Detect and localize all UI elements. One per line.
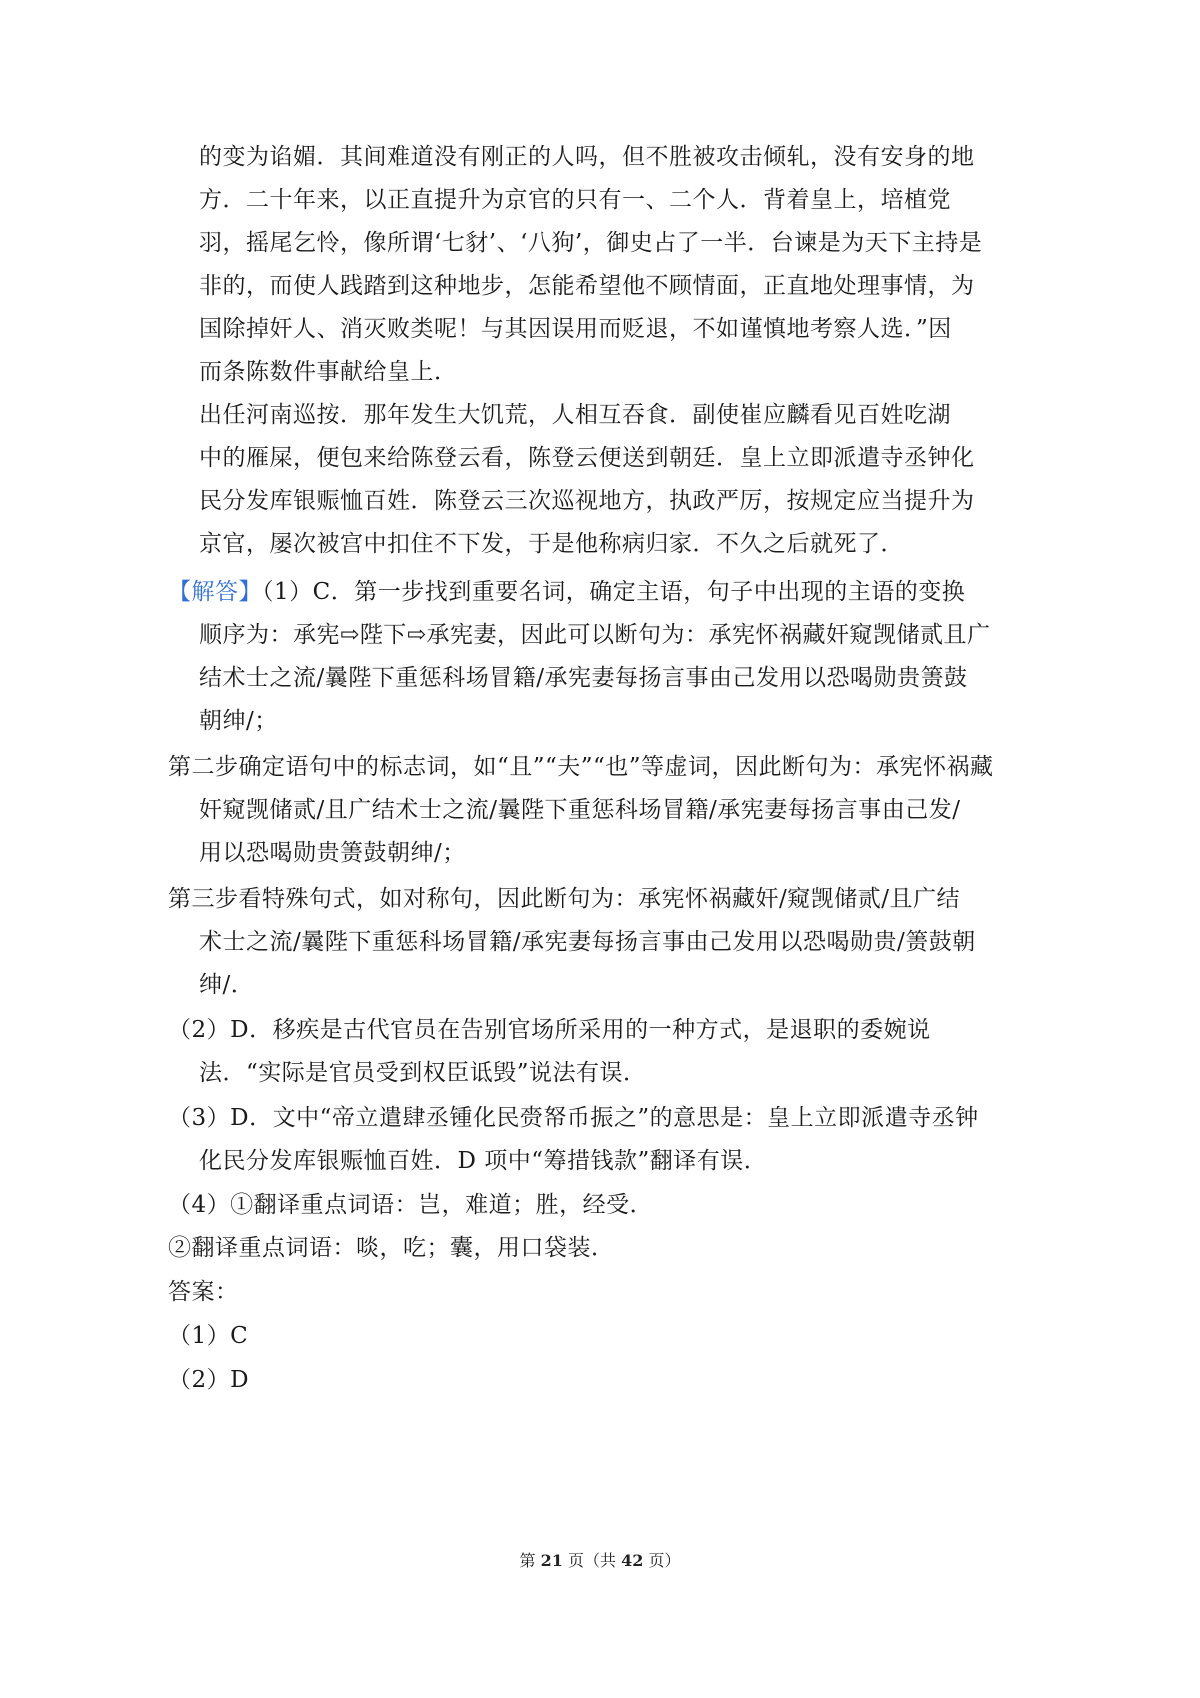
answer-step2-line: 用以恐喝勋贵箦鼓朝绅/；: [199, 840, 466, 866]
translation-line: 非的，而使人践踏到这种地步，怎能希望他不顾情面，正直地处理事情，为: [199, 273, 975, 299]
answer-step3-line: 术士之流/曩陛下重惩科场冒籍/承宪妻每扬言事由己发用以恐喝勋贵/箦鼓朝: [199, 929, 976, 955]
answer-step2-line: 第二步确定语句中的标志词，如“且”“夫”“也”等虚词，因此断句为：承宪怀祸藏: [168, 754, 994, 780]
answer-q2-line: 法．“实际是官员受到权臣诋毁”说法有误．: [199, 1060, 647, 1086]
translation-line: 国除掉奸人、消灭败类呢！与其因误用而贬退，不如谨慎地考察人选．”因: [199, 316, 952, 342]
answer-key-item: （2）D: [168, 1367, 250, 1393]
answer-step3-line: 第三步看特殊句式，如对称句，因此断句为：承宪怀祸藏奸/窥觊储贰/且广结: [168, 886, 960, 912]
translation-line: 羽，摇尾乞怜，像所谓‘七豺’、‘八狗’，御史占了一半．台谏是为天下主持是: [199, 230, 983, 256]
answer-q4-line: （4）①翻译重点词语：岂，难道；胜，经受．: [168, 1192, 654, 1218]
answer-q1-line: 结术士之流/曩陛下重惩科场冒籍/承宪妻每扬言事由己发用以恐喝勋贵箦鼓: [199, 665, 968, 691]
footer-suffix: 页）: [643, 1551, 681, 1570]
translation-line: 中的雁屎，便包来给陈登云看，陈登云便送到朝廷．皇上立即派遣寺丞钟化: [199, 445, 975, 471]
footer-page-number: 21: [540, 1551, 563, 1570]
answer-q3-line: 化民分发库银赈恤百姓．D 项中“筹措钱款”翻译有误．: [199, 1148, 768, 1174]
answer-q1-line: [168, 576, 965, 608]
answer-step3-line: 绅/．: [199, 972, 255, 998]
answer-label: 【解答】: [168, 579, 262, 605]
answer-key-item: （1）C: [168, 1323, 249, 1349]
footer-prefix: 第: [519, 1551, 541, 1570]
answer-q4-line: ②翻译重点词语：啖，吃；囊，用口袋装．: [168, 1235, 615, 1261]
footer-middle: 页（共: [562, 1551, 622, 1570]
translation-line: 而条陈数件事献给皇上．: [199, 359, 458, 385]
answer-key-label: 答案：: [168, 1279, 239, 1305]
answer-q2-line: （2）D．移疾是古代官员在告别官场所采用的一种方式，是退职的委婉说: [168, 1017, 931, 1043]
page-footer: [0, 1550, 1200, 1572]
answer-q1-line: 朝绅/；: [199, 708, 278, 734]
translation-line: 方．二十年来，以正直提升为京官的只有一、二个人．背着皇上，培植党: [199, 187, 951, 213]
footer-total-pages: 42: [621, 1551, 644, 1570]
translation-line: 京官，屡次被宫中扣住不下发，于是他称病归家．不久之后就死了．: [199, 531, 904, 557]
answer-step2-line: 奸窥觊储贰/且广结术士之流/曩陛下重惩科场冒籍/承宪妻每扬言事由己发/: [199, 797, 961, 823]
translation-line: 的变为谄媚．其间难道没有刚正的人吗，但不胜被攻击倾轧，没有安身的地: [199, 144, 975, 170]
translation-line: 民分发库银赈恤百姓．陈登云三次巡视地方，执政严厉，按规定应当提升为: [199, 488, 975, 514]
answer-q1-line: 顺序为：承宪⇨陛下⇨承宪妻，因此可以断句为：承宪怀祸藏奸窥觊储贰且广: [199, 622, 991, 648]
translation-line: 出任河南巡按．那年发生大饥荒，人相互吞食．副使崔应麟看见百姓吃湖: [199, 402, 951, 428]
answer-q3-line: （3）D．文中“帝立遣肆丞锺化民赍帑币振之”的意思是：皇上立即派遣寺丞钟: [168, 1105, 979, 1131]
answer-q1-text: （1）C．第一步找到重要名词，确定主语，句子中出现的主语的变换: [262, 579, 966, 605]
